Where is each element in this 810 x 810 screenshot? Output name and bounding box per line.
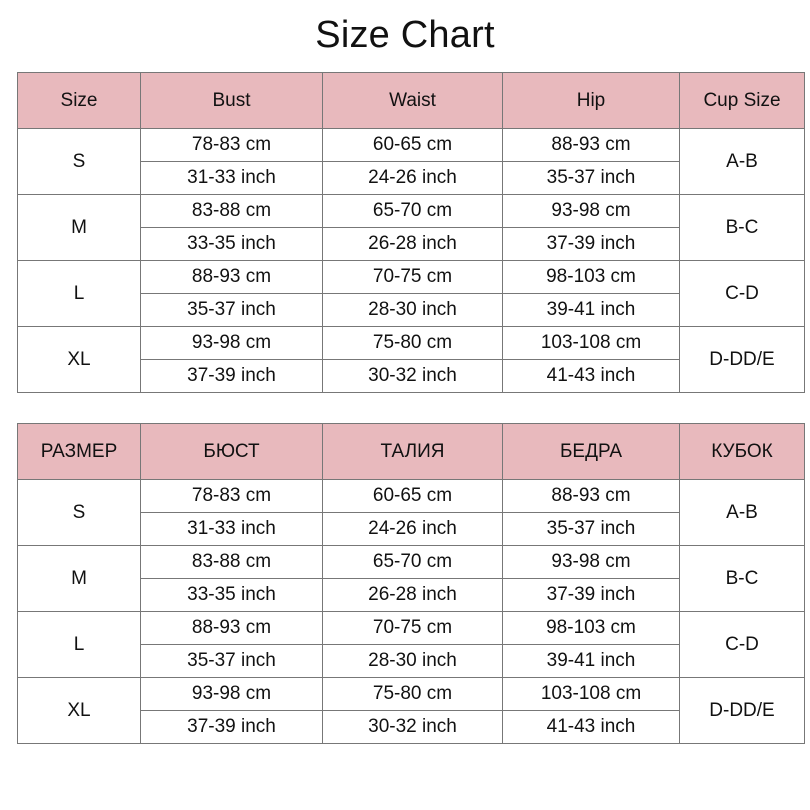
size-cell: S — [18, 129, 141, 195]
cup-size-cell: B-C — [680, 546, 805, 612]
header-waist: Waist — [323, 73, 503, 129]
cup-size-cell: A-B — [680, 129, 805, 195]
bust-cm-cell: 83-88 cm — [141, 195, 323, 228]
hip-inch-cell: 39-41 inch — [503, 645, 680, 678]
hip-cm-cell: 88-93 cm — [503, 480, 680, 513]
header-cup-size: Cup Size — [680, 73, 805, 129]
bust-inch-cell: 31-33 inch — [141, 162, 323, 195]
bust-cm-cell: 93-98 cm — [141, 327, 323, 360]
waist-inch-cell: 28-30 inch — [323, 645, 503, 678]
bust-cm-cell: 88-93 cm — [141, 261, 323, 294]
header-row — [18, 424, 805, 480]
bust-inch-cell: 35-37 inch — [141, 294, 323, 327]
hip-cm-cell: 93-98 cm — [503, 546, 680, 579]
size-cell: S — [18, 480, 141, 546]
cup-size-cell: D-DD/E — [680, 327, 805, 393]
header-bust: БЮСТ — [141, 424, 323, 480]
size-table-russian — [17, 423, 805, 744]
size-cell: M — [18, 195, 141, 261]
waist-cm-cell: 65-70 cm — [323, 195, 503, 228]
bust-inch-cell: 33-35 inch — [141, 579, 323, 612]
header-row — [18, 73, 805, 129]
hip-inch-cell: 41-43 inch — [503, 360, 680, 393]
table-row — [18, 612, 805, 645]
bust-inch-cell: 37-39 inch — [141, 711, 323, 744]
page-title: Size Chart — [315, 14, 495, 56]
hip-inch-cell: 39-41 inch — [503, 294, 680, 327]
hip-cm-cell: 103-108 cm — [503, 678, 680, 711]
table-row — [18, 129, 805, 162]
waist-inch-cell: 30-32 inch — [323, 360, 503, 393]
waist-cm-cell: 60-65 cm — [323, 480, 503, 513]
cup-size-cell: B-C — [680, 195, 805, 261]
waist-inch-cell: 24-26 inch — [323, 513, 503, 546]
waist-inch-cell: 28-30 inch — [323, 294, 503, 327]
cup-size-cell: D-DD/E — [680, 678, 805, 744]
table-row — [18, 678, 805, 711]
table-row — [18, 195, 805, 228]
size-table-english — [17, 72, 805, 393]
header-hip: Hip — [503, 73, 680, 129]
bust-inch-cell: 37-39 inch — [141, 360, 323, 393]
table-row — [18, 261, 805, 294]
bust-cm-cell: 83-88 cm — [141, 546, 323, 579]
hip-cm-cell: 103-108 cm — [503, 327, 680, 360]
header-cup-size: КУБОК — [680, 424, 805, 480]
waist-cm-cell: 60-65 cm — [323, 129, 503, 162]
hip-inch-cell: 41-43 inch — [503, 711, 680, 744]
hip-inch-cell: 35-37 inch — [503, 513, 680, 546]
hip-inch-cell: 37-39 inch — [503, 579, 680, 612]
header-waist: ТАЛИЯ — [323, 424, 503, 480]
waist-inch-cell: 26-28 inch — [323, 579, 503, 612]
bust-inch-cell: 31-33 inch — [141, 513, 323, 546]
size-cell: XL — [18, 327, 141, 393]
waist-inch-cell: 30-32 inch — [323, 711, 503, 744]
size-cell: XL — [18, 678, 141, 744]
waist-cm-cell: 75-80 cm — [323, 327, 503, 360]
header-size: РАЗМЕР — [18, 424, 141, 480]
size-cell: L — [18, 612, 141, 678]
hip-inch-cell: 35-37 inch — [503, 162, 680, 195]
table-row — [18, 327, 805, 360]
waist-cm-cell: 70-75 cm — [323, 612, 503, 645]
waist-inch-cell: 24-26 inch — [323, 162, 503, 195]
size-cell: L — [18, 261, 141, 327]
bust-cm-cell: 88-93 cm — [141, 612, 323, 645]
hip-cm-cell: 98-103 cm — [503, 261, 680, 294]
waist-cm-cell: 65-70 cm — [323, 546, 503, 579]
bust-cm-cell: 78-83 cm — [141, 480, 323, 513]
bust-cm-cell: 78-83 cm — [141, 129, 323, 162]
hip-inch-cell: 37-39 inch — [503, 228, 680, 261]
cup-size-cell: A-B — [680, 480, 805, 546]
hip-cm-cell: 88-93 cm — [503, 129, 680, 162]
hip-cm-cell: 98-103 cm — [503, 612, 680, 645]
hip-cm-cell: 93-98 cm — [503, 195, 680, 228]
cup-size-cell: C-D — [680, 612, 805, 678]
bust-inch-cell: 33-35 inch — [141, 228, 323, 261]
header-size: Size — [18, 73, 141, 129]
waist-cm-cell: 75-80 cm — [323, 678, 503, 711]
header-bust: Bust — [141, 73, 323, 129]
size-cell: M — [18, 546, 141, 612]
waist-inch-cell: 26-28 inch — [323, 228, 503, 261]
table-row — [18, 480, 805, 513]
bust-inch-cell: 35-37 inch — [141, 645, 323, 678]
cup-size-cell: C-D — [680, 261, 805, 327]
header-hip: БЕДРА — [503, 424, 680, 480]
table-row — [18, 546, 805, 579]
waist-cm-cell: 70-75 cm — [323, 261, 503, 294]
bust-cm-cell: 93-98 cm — [141, 678, 323, 711]
